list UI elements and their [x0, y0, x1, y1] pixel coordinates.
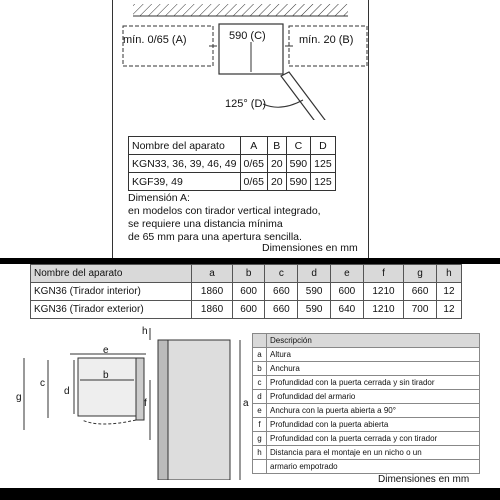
table-cell: KGN36 (Tirador exterior)	[31, 301, 192, 319]
table-cell: Anchura	[267, 362, 480, 376]
table-cell: 590	[298, 283, 331, 301]
side-view-body	[168, 340, 230, 480]
open-door	[281, 72, 331, 120]
table-row	[129, 173, 336, 191]
table-row	[253, 460, 480, 474]
table-row	[31, 283, 462, 301]
header-cell: A	[240, 137, 267, 155]
table-row	[253, 348, 480, 362]
label-f: f	[144, 398, 147, 409]
table-cell: a	[253, 348, 267, 362]
table-cell: c	[253, 376, 267, 390]
note-line: Dimensión A:	[128, 192, 190, 204]
header-cell: D	[311, 137, 336, 155]
header-cell: c	[265, 265, 298, 283]
header-cell: Nombre del aparato	[129, 137, 241, 155]
table-cell: f	[253, 418, 267, 432]
table-cell: g	[253, 432, 267, 446]
table-cell: 660	[265, 301, 298, 319]
top-view-body	[78, 358, 136, 416]
table-cell: d	[253, 390, 267, 404]
table-cell: 700	[404, 301, 437, 319]
table-header-row	[129, 137, 336, 155]
label-d: d	[64, 386, 70, 397]
table-cell: 1860	[192, 301, 232, 319]
footer-bar	[0, 488, 500, 500]
header-cell: g	[404, 265, 437, 283]
table-row	[253, 404, 480, 418]
table-cell: 0/65	[240, 155, 267, 173]
table-header-row	[31, 265, 462, 283]
header-cell: Nombre del aparato	[31, 265, 192, 283]
table-cell: 125	[311, 155, 336, 173]
min-b-label: mín. 20 (B)	[299, 34, 354, 46]
table-cell: b	[253, 362, 267, 376]
dimensions-table	[30, 264, 462, 319]
top-dims-label: Dimensiones en mm	[262, 242, 358, 254]
table-cell: KGF39, 49	[129, 173, 241, 191]
table-cell: 660	[265, 283, 298, 301]
table-cell: 20	[267, 173, 286, 191]
label-c: c	[40, 378, 45, 389]
side-view-door	[158, 340, 168, 480]
label-g: g	[16, 392, 22, 403]
table-cell: 1860	[192, 283, 232, 301]
label-a: a	[243, 398, 249, 409]
table-cell: KGN36 (Tirador interior)	[31, 283, 192, 301]
table-cell: Profundidad con la puerta cerrada y con tirador	[267, 432, 480, 446]
table-row	[129, 155, 336, 173]
angle-label: 125° (D)	[225, 98, 267, 110]
table-cell: h	[253, 446, 267, 460]
table-cell: Profundidad con la puerta cerrada y sin tirador	[267, 376, 480, 390]
note-line: se requiere una distancia mínima	[128, 218, 283, 230]
table-row	[253, 446, 480, 460]
table-cell: e	[253, 404, 267, 418]
wall-hatch	[133, 4, 348, 16]
table-header-row	[253, 334, 480, 348]
table-cell: 20	[267, 155, 286, 173]
label-h: h	[142, 326, 148, 337]
table-cell	[253, 460, 267, 474]
table-cell: 600	[330, 283, 363, 301]
table-row	[253, 432, 480, 446]
table-cell: 0/65	[240, 173, 267, 191]
header-cell: a	[192, 265, 232, 283]
table-cell: Anchura con la puerta abierta a 90°	[267, 404, 480, 418]
header-cell: B	[267, 137, 286, 155]
note-line: en modelos con tirador vertical integrado,	[128, 205, 321, 217]
header-cell: C	[286, 137, 311, 155]
angle-arc	[263, 100, 303, 107]
table-cell: 12	[436, 283, 461, 301]
left-cabinet	[123, 26, 213, 66]
table-row	[253, 362, 480, 376]
appliance-drawings	[0, 320, 250, 480]
label-b: b	[103, 370, 109, 381]
header-cell: d	[298, 265, 331, 283]
top-models-table	[128, 136, 336, 191]
table-row	[253, 376, 480, 390]
table-cell: 660	[404, 283, 437, 301]
note-line: de 65 mm para una apertura sencilla.	[128, 231, 302, 243]
description-table	[252, 333, 480, 474]
table-cell: armario empotrado	[267, 460, 480, 474]
right-cabinet	[289, 26, 367, 66]
table-cell: Profundidad con la puerta abierta	[267, 418, 480, 432]
table-cell: 1210	[363, 301, 403, 319]
c-label: 590 (C)	[229, 30, 266, 42]
table-cell: 125	[311, 173, 336, 191]
table-cell: 590	[298, 301, 331, 319]
table-cell: 12	[436, 301, 461, 319]
table-cell: 590	[286, 173, 311, 191]
table-cell: KGN33, 36, 39, 46, 49	[129, 155, 241, 173]
table-row	[253, 390, 480, 404]
table-cell: 1210	[363, 283, 403, 301]
header-cell: b	[232, 265, 265, 283]
header-cell: e	[330, 265, 363, 283]
top-view-door	[136, 358, 144, 420]
header-cell: f	[363, 265, 403, 283]
door-swing-arc	[82, 420, 136, 424]
header-cell: Descripción	[267, 334, 480, 348]
table-row	[253, 418, 480, 432]
bottom-dims-label: Dimensiones en mm	[378, 474, 470, 485]
table-cell: Altura	[267, 348, 480, 362]
table-cell: Distancia para el montaje en un nicho o un	[267, 446, 480, 460]
min-a-label: mín. 0/65 (A)	[123, 34, 187, 46]
table-row	[31, 301, 462, 319]
table-cell: 590	[286, 155, 311, 173]
header-cell: h	[436, 265, 461, 283]
table-cell: 600	[232, 283, 265, 301]
label-e: e	[103, 345, 109, 356]
table-cell: Profundidad del armario	[267, 390, 480, 404]
table-cell: 640	[330, 301, 363, 319]
table-cell: 600	[232, 301, 265, 319]
